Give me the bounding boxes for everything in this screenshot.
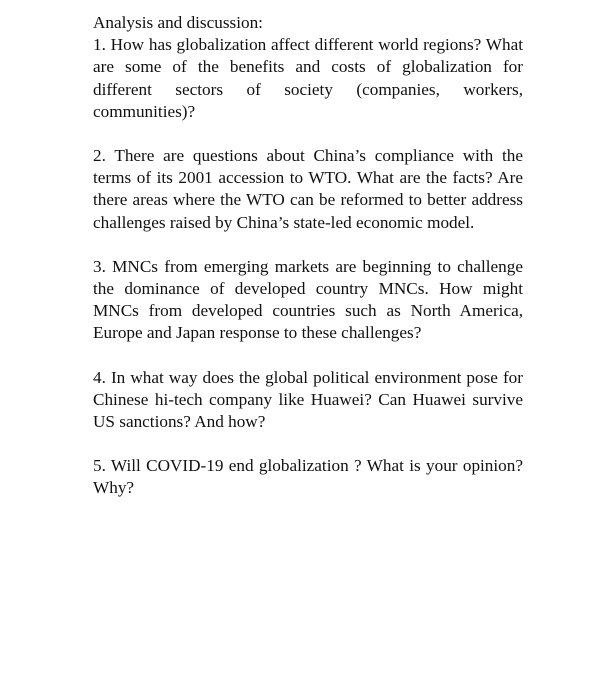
question-2: 2. There are questions about China’s compliance with the terms of its 2001 accession to WTO. What are the facts? Are there areas where the WTO can be reformed to better address challenges raised by China’s state-led economic model. <box>93 146 523 232</box>
document-body <box>93 12 523 500</box>
question-3: 3. MNCs from emerging markets are beginning to challenge the dominance of developed country MNCs. How might MNCs from developed countries such as North America, Europe and Japan response to these challenges? <box>93 256 523 343</box>
question-4: 4. In what way does the global political environment pose for Chinese hi-tech company like Huawei? Can Huawei survive US sanctions? And how? <box>93 367 523 432</box>
section-heading: Analysis and discussion: <box>93 13 263 32</box>
question-5: 5. Will COVID-19 end globalization ? What is your opinion? Why? <box>93 456 523 498</box>
question-1: 1. How has globalization affect different world regions? What are some of the benefits and costs of globalization for different sectors of society (companies, workers, communities)? <box>93 35 523 121</box>
